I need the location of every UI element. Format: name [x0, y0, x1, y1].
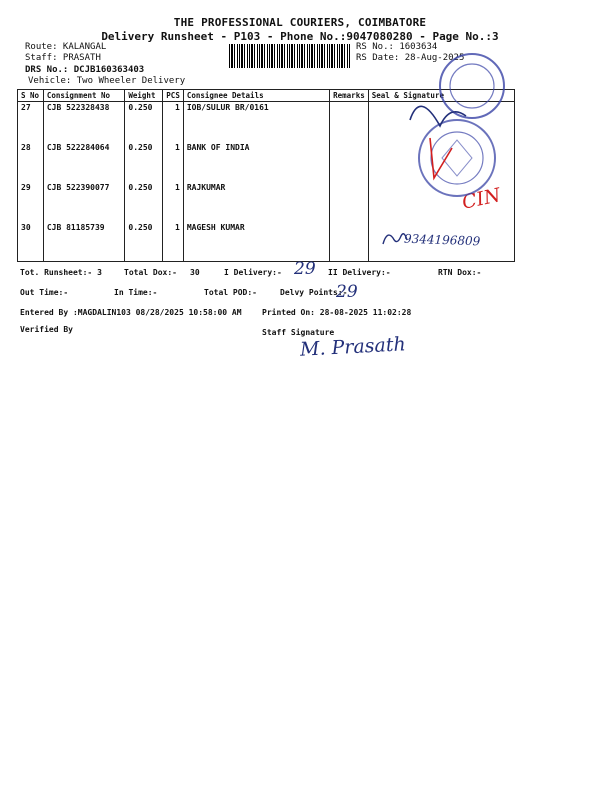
cell-sno: 27 [18, 102, 44, 142]
handwritten-phone: 9344196809 [403, 231, 481, 249]
lower-seal-icon [419, 120, 495, 196]
cell-remarks [330, 222, 369, 262]
out-time-label: Out Time:- [20, 288, 69, 297]
cell-consignment: CJB 81185739 [43, 222, 125, 262]
rs-date: RS Date: 28-Aug-2025 [356, 53, 465, 63]
cell-remarks [330, 142, 369, 182]
cell-consignee: RAJKUMAR [183, 182, 329, 222]
cell-pcs: 1 [163, 142, 184, 182]
red-tick-icon [430, 138, 452, 178]
seal-stamps [380, 48, 520, 208]
document-subtitle: Delivery Runsheet - P103 - Phone No.:9047080280 - Page No.:3 [101, 30, 499, 43]
handwritten-scribble-icon [380, 228, 410, 252]
rs-number: RS No.: 1603634 [356, 42, 438, 52]
rtn-dox-label: RTN Dox:- [438, 268, 482, 277]
handwritten-cin: CIN [460, 184, 503, 214]
cell-consignment: CJB 522284064 [43, 142, 125, 182]
i-delivery-label: I Delivery:- [224, 268, 282, 277]
cell-consignee: BANK OF INDIA [183, 142, 329, 182]
cell-weight: 0.250 [125, 142, 163, 182]
col-header-consignee: Consignee Details [183, 90, 329, 102]
cell-sno: 30 [18, 222, 44, 262]
cell-weight: 0.250 [125, 182, 163, 222]
verified-by: Verified By [20, 325, 73, 334]
col-header-weight: Weight [125, 90, 163, 102]
col-header-seal: Seal & Signature [368, 90, 514, 102]
handwritten-initials-icon [410, 106, 466, 126]
entered-by: Entered By :MAGDALIN103 08/28/2025 10:58:00 AM [20, 308, 242, 317]
cell-consignment: CJB 522390077 [43, 182, 125, 222]
col-header-sno: S No [18, 90, 44, 102]
staff-label: Staff: PRASATH [25, 53, 101, 63]
cell-pcs: 1 [163, 182, 184, 222]
cell-sno: 29 [18, 182, 44, 222]
in-time-label: In Time:- [114, 288, 158, 297]
col-header-consignment: Consignment No [43, 90, 125, 102]
col-header-pcs: PCS [163, 90, 184, 102]
staff-signature-label: Staff Signature [262, 328, 335, 337]
handwritten-i-delivery: 29 [294, 259, 316, 279]
staff-signature-image: M. Prasath [299, 333, 407, 361]
cell-remarks [330, 102, 369, 142]
ii-delivery-label: II Delivery:- [328, 268, 391, 277]
cell-consignee: IOB/SULUR BR/0161 [183, 102, 329, 142]
printed-on: Printed On: 28-08-2025 11:02:28 [262, 308, 412, 317]
cell-weight: 0.250 [125, 222, 163, 262]
total-dox-label: Total Dox:- [124, 268, 177, 277]
cell-weight: 0.250 [125, 102, 163, 142]
document-title: THE PROFESSIONAL COURIERS, COIMBATORE [173, 16, 427, 29]
cell-consignee: MAGESH KUMAR [183, 222, 329, 262]
tot-runsheet: Tot. Runsheet:- 3 [20, 268, 102, 277]
cell-remarks [330, 182, 369, 222]
col-header-remarks: Remarks [330, 90, 369, 102]
cell-sno: 28 [18, 142, 44, 182]
cell-pcs: 1 [163, 222, 184, 262]
total-pod-label: Total POD:- [204, 288, 257, 297]
route-label: Route: KALANGAL [25, 42, 107, 52]
drs-number: DRS No.: DCJB160363403 [25, 65, 145, 75]
cell-consignment: CJB 522328438 [43, 102, 125, 142]
total-dox-value: 30 [190, 268, 200, 277]
delvy-points-label: Delvy Points:- [280, 288, 348, 297]
barcode-image [229, 44, 351, 68]
cell-pcs: 1 [163, 102, 184, 142]
handwritten-delvy-points: 29 [336, 282, 358, 302]
vehicle-label: Vehicle: Two Wheeler Delivery [28, 76, 186, 86]
